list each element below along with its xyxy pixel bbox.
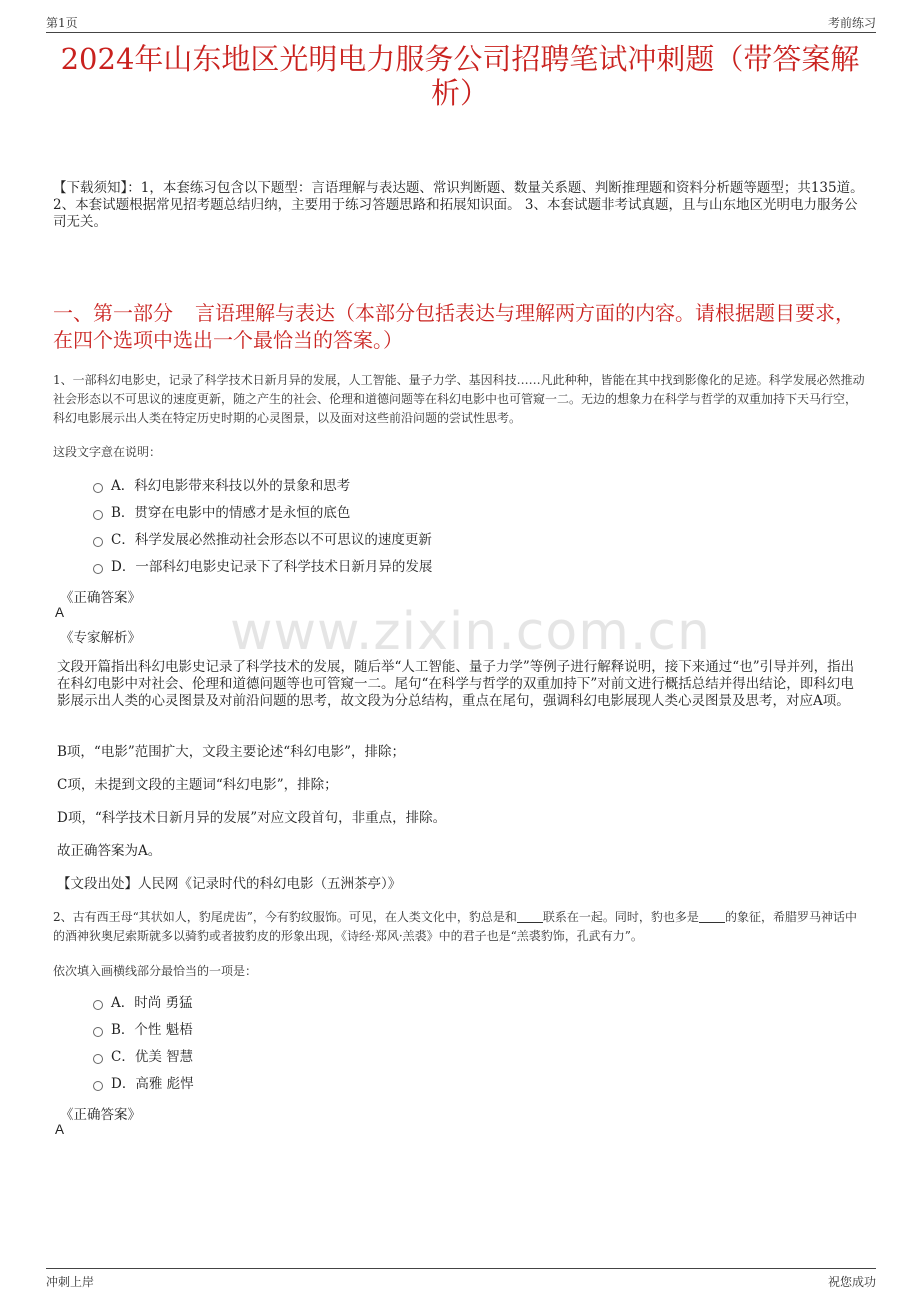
radio-icon[interactable]: [93, 1000, 103, 1010]
question-1-stem: 1、一部科幻电影史，记录了科学技术日新月异的发展，人工智能、量子力学、基因科技……凡此种种，皆能在其中找到影像化的足迹。科学发展必然推动社会形态以不可思议的速度更新，随之产生的社会、伦理和道德问题等在科幻电影中也可管窥一二。无边的想象力在科学与哲学的双重加持下天马行空，科幻电影展示出人类在特定历史时期的心灵图景，以及面对这些前沿问题的尝试性思考。: [53, 373, 865, 425]
page-header: [46, 12, 876, 33]
radio-icon[interactable]: [93, 483, 103, 493]
question-1-option-c[interactable]: C．科学发展必然推动社会形态以不可思议的速度更新: [93, 530, 432, 550]
radio-icon[interactable]: [93, 537, 103, 547]
question-1-analysis-d: D项，“科学技术日新月异的发展”对应文段首句，非重点，排除。: [57, 810, 447, 826]
question-1-option-a[interactable]: A．科幻电影带来科技以外的景象和思考: [93, 476, 350, 496]
document-title: 2024年山东地区光明电力服务公司招聘笔试冲刺题（带答案解析）: [60, 42, 860, 110]
section-heading: [53, 300, 868, 354]
question-1-answer: A: [55, 605, 65, 620]
question-1-analysis-label: 《专家解析》: [60, 630, 141, 646]
section-text: 言语理解与表达（本部分包括表达与理解两方面的内容。请根据题目要求，在四个选项中选出一个最恰当的答案。）: [53, 301, 855, 352]
question-1-source: 【文段出处】人民网《记录时代的科幻电影（五洲茶亭）》: [57, 876, 402, 892]
radio-icon[interactable]: [93, 1081, 103, 1091]
question-1-analysis-c: C项，未提到文段的主题词“科幻电影”，排除；: [57, 777, 338, 793]
question-2-option-a[interactable]: A．时尚 勇猛: [93, 993, 193, 1013]
question-2-option-d[interactable]: D．高雅 彪悍: [93, 1074, 194, 1094]
question-2-answer-label: 《正确答案》: [60, 1107, 141, 1123]
fill-blank-2: [699, 910, 725, 923]
question-2-option-c[interactable]: C．优美 智慧: [93, 1047, 193, 1067]
page-footer: [46, 1268, 876, 1293]
question-1-analysis-main: 文段开篇指出科幻电影史记录了科学技术的发展，随后举“人工智能、量子力学”等例子进行解释说明，接下来通过“也”引导并列，指出在科幻电影中对社会、伦理和道德问题等也可管窥一二。尾句“在科学与哲学的双重加持下”对前文进行概括总结并得出结论，即科幻电影展示出人类的心灵图景及对前沿问题的思考，故文段为分总结构，重点在尾句，强调科幻电影展现人类心灵图景及思考，对应A项。: [57, 659, 855, 709]
section-number: 一、第一部分: [53, 301, 173, 325]
question-2-prompt: 依次填入画横线部分最恰当的一项是：: [53, 964, 258, 978]
footer-right: 祝您成功: [827, 1275, 876, 1289]
question-1-conclusion: 故正确答案为A。: [57, 843, 162, 859]
question-1-option-d[interactable]: D．一部科幻电影史记录下了科学技术日新月异的发展: [93, 557, 432, 577]
download-notice: 【下载须知】：1，本套练习包含以下题型：言语理解与表达题、常识判断题、数量关系题、判断推理题和资料分析题等题型；共135道。 2、本套试题根据常见招考题总结归纳，主要用于练习答题思路和拓展知识面。 3、本套试题非考试真题，且与山东地区光明电力服务公司无关。: [53, 180, 864, 230]
watermark: www.zixin.com.cn: [230, 602, 711, 662]
radio-icon[interactable]: [93, 1054, 103, 1064]
header-label: 考前练习: [827, 16, 876, 30]
radio-icon[interactable]: [93, 510, 103, 520]
fill-blank-1: [517, 910, 543, 923]
radio-icon[interactable]: [93, 564, 103, 574]
question-1-option-b[interactable]: B．贯穿在电影中的情感才是永恒的底色: [93, 503, 350, 523]
radio-icon[interactable]: [93, 1027, 103, 1037]
question-2-stem: 2、古有西王母“其状如人，豹尾虎齿”，今有豹纹服饰。可见，在人类文化中，豹总是和 联系在一起。同时，豹也多是 的象征，希腊罗马神话中的酒神狄奥尼索斯就多以骑豹或者披豹皮的形象出现，《诗经·郑风·羔裘》中的君子也是“羔裘豹饰，孔武有力”。: [53, 910, 857, 943]
footer-left: 冲刺上岸: [46, 1275, 95, 1289]
question-1-prompt: 这段文字意在说明：: [53, 445, 162, 459]
question-2-answer: A: [55, 1122, 65, 1137]
question-2-option-b[interactable]: B．个性 魁梧: [93, 1020, 193, 1040]
page-number: 第1页: [46, 16, 78, 30]
question-1-analysis-b: B项，“电影”范围扩大，文段主要论述“科幻电影”，排除；: [57, 744, 406, 760]
question-1-answer-label: 《正确答案》: [60, 590, 141, 606]
